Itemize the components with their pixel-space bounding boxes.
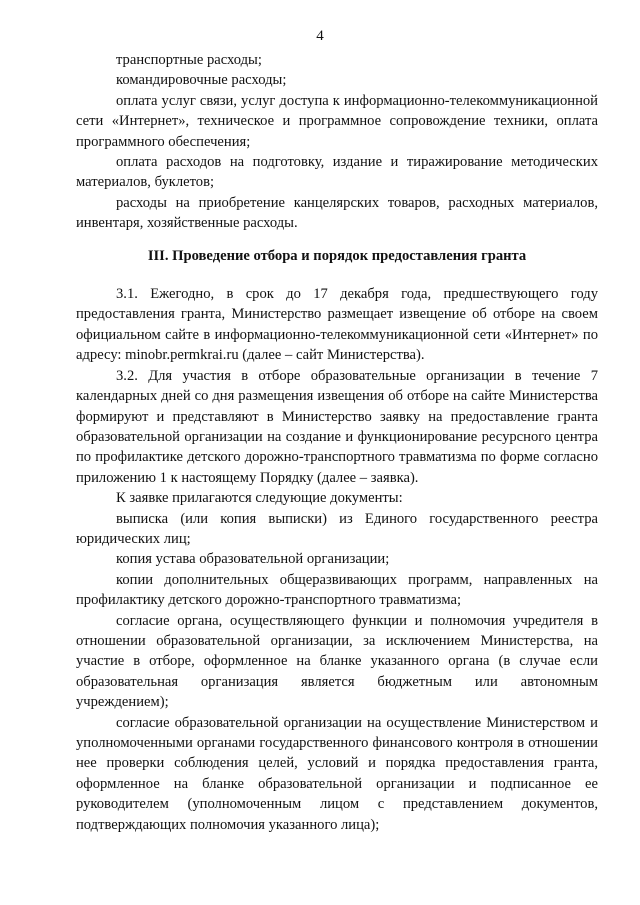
paragraph: копии дополнительных общеразвивающих программ, направленных на профилактику детского дорожно-транспортного травматизма;: [76, 571, 598, 609]
paragraph: командировочные расходы;: [116, 72, 287, 89]
paragraph: транспортные расходы;: [116, 52, 262, 68]
paragraph: расходы на приобретение канцелярских товаров, расходных материалов, инвентаря, хозяйственные расходы.: [76, 194, 598, 232]
paragraph: оплата услуг связи, услуг доступа к информационно-телекоммуникационной сети «Интернет», техническое и программное сопровождение техники, оплата программного обеспечения;: [76, 92, 598, 150]
paragraph: согласие образовательной организации на осуществление Министерством и уполномоченными органами государственного финансового контроля в отношении нее проверки соблюдения целей, условий и порядка предоставления гранта, оформленное на бланке образовательной организации и подписанное ее руководителем (уполномоченным лицом с представлением документов, подтверждающих полномочия указанного лица);: [76, 714, 598, 833]
paragraph: К заявке прилагаются следующие документы:: [116, 490, 403, 507]
paragraph: оплата расходов на подготовку, издание и тиражирование методических материалов, буклетов;: [76, 154, 598, 191]
page-number: 4: [316, 28, 324, 44]
paragraph: выписка (или копия выписки) из Единого государственного реестра юридических лиц;: [76, 510, 598, 547]
paragraph: 3.1. Ежегодно, в срок до 17 декабря года, предшествующего году предоставления гранта, Министерство размещает извещение об отборе на своем официальном сайте в информационно-телекоммуникационной сети «Интернет» по адресу: minobr.permkrai.ru (далее – сайт Министерства).: [76, 286, 598, 364]
paragraph: согласие органа, осуществляющего функции и полномочия учредителя в отношении образовательной организации, за исключением Министерства, на участие в отборе, оформленное на бланке указанного органа (в случае если образовательная организация является бюджетным или автономным учреждением);: [76, 612, 598, 711]
document-body: [76, 50, 598, 835]
paragraph: копия устава образовательной организации;: [116, 551, 390, 568]
section-heading: III. Проведение отбора и порядок предоставления гранта: [147, 247, 527, 264]
paragraph: 3.2. Для участия в отборе образовательные организации в течение 7 календарных дней со дня размещения извещения об отборе на сайте Министерства формируют и представляют в Министерство заявку на предоставление гранта образовательной организации на создание и функционирование ресурсного центра по профилактике детского дорожно-транспортного травматизма по форме согласно приложению 1 к настоящему Порядку (далее – заявка).: [76, 367, 598, 486]
